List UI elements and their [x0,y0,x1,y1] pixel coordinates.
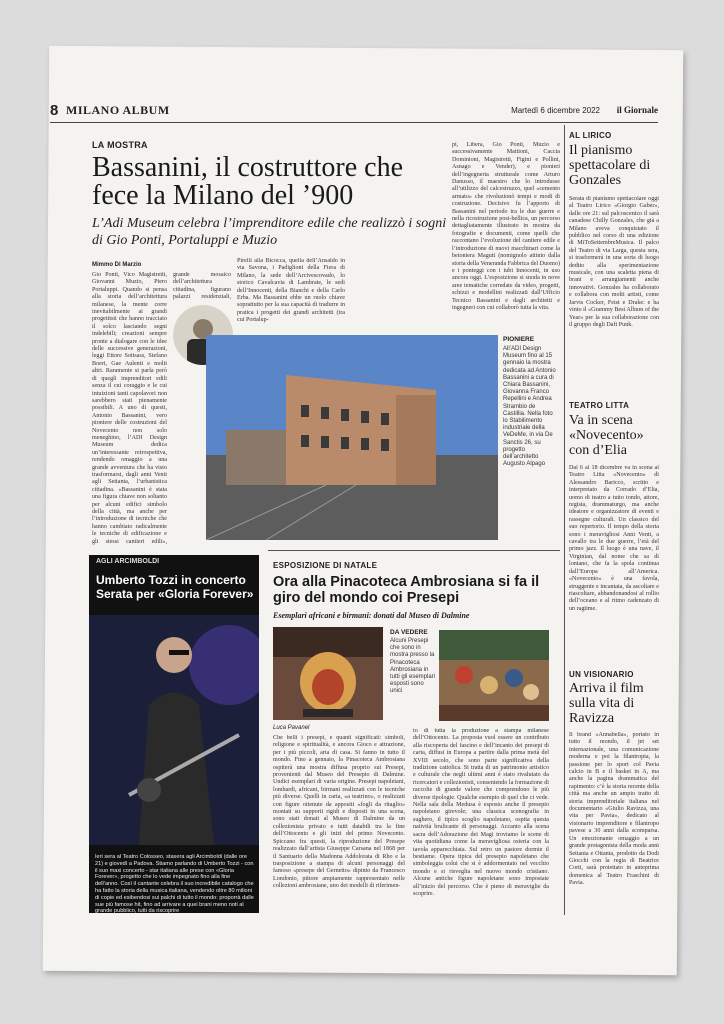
presepe-image-2 [439,630,549,721]
presepi-title: Ora alla Pinacoteca Ambrosiana si fa il giro del mondo coi Presepi [273,574,540,606]
masthead: il Giornale [616,105,658,115]
building-photo [206,335,498,540]
tozzi-title: Umberto Tozzi in concerto Serata per «Gloria Forever» [96,573,254,601]
tozzi-text: Ieri sera al Teatro Colosseo, stasera agli Arcimboldi (dalle ore 21) e giovedì a Padova. Stiamo parlando di Umberto Tozzi - con il suo maxi concerto - star italiana alle prese con «Gloria Forever», progetto che lo vede impegnato fino alla fine dell’anno. Così il cantante celebra il suo incredibile catalogo che ha fatto la storia della musica italiana, vendendo oltre 80 milioni di copie ed esibendosi sui palchi di tutto il mondo: proporrà dalle sue più famose hit, fino ad arrivare a quei brani meno noti al grande pubblico, tutti da riscoprire [95,854,254,915]
tozzi-kicker: AGLI ARCIMBOLDI [96,558,160,565]
presepi-subtitle: Esemplari africani e birmani: donati dal Museo di Dalmine [273,611,470,620]
sidebar2-text: Dal 6 al 18 dicembre va in scena al Teatro Litta «Novecento» di Alessandro Baricco, scritto e interpretato da Corrado d’Elia, uomo di teatro a tutto tondo, attore, regista, drammaturgo, ma anche ideatore e organizzatore di eventi e rassegne culturali. Un classico del suo repertorio. Il tempo della storia sono i meravigliosi Anni Venti, a cavallo tra le due guerre, l’età del primo jazz. Il luogo è una nave, il Virginian, dal nome che sa di lontano, che fa la spola continua dall’Europa all’America. «Novecento» è una favola, struggente e incantata, da ascoltare e riascoltare, abbandonandosi al rollio dell’oceano e al ritmo cadenzato di un ragtime. [569,465,659,612]
section-name: MILANO ALBUM [66,103,170,117]
main-column-1: Gio Ponti, Vico Magistretti, Giovanni Muzio, Piero Portaluppi. Quando si pensa alla storia dell’architettura milanese, la mente corre inevitabilmente ai grandi progettisti che hanno tracciato il solco lasciando segni indelebili; creazioni sempre pronte a dialogare con le idee delle successive generazioni, leggi Ettore Sottsass, Stefano Boeri, Gae Aulenti e molti altri. Raramente si parla però di quegli imprenditori edili senza il cui coraggio e le cui intuizioni tanti capolavori non sarebbero stati pienamente possibili. A uno di questi, Antonio Bassanini, vero pioniere delle costruzioni del Novecento non solo meneghino, l’ADI Design Museum dedica un’interessante retrospettiva, rendendo omaggio a una grande avventura che ha visto trasformarsi, dagli anni Venti agli Settanta, l’urbanistica cittadina. «Bassanini è stata una figura chiave non soltanto per alcuni edifici simbolo della città, ma anche per l’introduzione di tecniche che hanno cambiato radicalmente le tecniche di edificazione e gli stessi cantieri edili», [92,272,167,545]
sidebar3-title: Arriva il film sulla vita di Ravizza [569,681,644,726]
sidebar1-title: Il pianismo spettacolare di Gonzales [569,143,651,188]
presepe-image-1 [273,627,383,720]
main-byline: Mimmo Di Marzio [92,262,142,268]
main-kicker: LA MOSTRA [92,140,148,150]
presepe-photo-2 [439,630,549,721]
presepi-caption-title: DA VEDERE [390,629,428,636]
issue-date: Martedì 6 dicembre 2022 [511,106,600,115]
building-caption-title: PIONIERE [503,336,535,343]
building-caption: All’ADI Design Museum fino al 15 gennaio la mostra dedicata ad Antonio Bassanini a cura di Chiara Bassanini, Giovanna Franco Repellini e Andrea Strambio de Castillia. Nella foto lo Stabilimento industriale della VeDeMe, in via De Sanctis 26, su progetto dell’architetto Augusto Alpago [503,346,556,468]
page-header [50,100,658,123]
sidebar1-kicker: AL LIRICO [569,131,612,140]
section-divider [268,550,560,551]
sidebar3-text: Il brand «Annabella», portato in tutto il mondo, il jet set internazionale, una comunicazione moderna e poi la filantropia, la passione per lo sport col Pavia calcio in B e il basket in A, ma anche la pagina drammatica del rapimento: c’è la storia recente della città ma anche un ampio tratto di storia imprenditoriale italiana nel documentario «Giulio Ravizza, una vita per Pavia», dedicato al visionario imprenditore e filantropo pavese a 30 anni dalla scomparsa. Un emozionante omaggio a un grande protagonista della moda anni Settanta e Ottanta, prodotto da Dodi Giocchi con la regia di Beatrice Corti, sarà proiettato in anteprima domenica al Teatro Fraschini di Pavia. [569,732,659,887]
presepi-column-2: to di tutta la produzione a stampa milanese dell’Ottocento. La proposta vuol essere un contributo alla riscoperta del fascino e dell’incanto dei presepi di carta, diffusi in Europa a partire dalla prima metà del XVIII secolo, che sono parte significativa della tradizione cattolica. Si tratta di un patrimonio artistico e culturale che negli ultimi anni è stato rivalutato da ricercatori e collezionisti, consentendo la formazione di raccolte di grande valore che comprendono le più diverse tipologie. Qualche esempio di quel che ci vede. Nella sala della Medusa è esposto anche il presepio napoletano girevole; una classica scenografia in sughero, il tipico scoglio napoletano, ospita questa natività brulicante di personaggi. Accanto alla scena sacra dell’Adorazione dei Magi troviamo le scene di vita quotidiana come la meravigliosa osteria con la tavola apparecchiata. Sul retro un pastore dormie il bestiame. Opera tipica del presepio napoletano che simboleggia colui che si è addormentato nel vecchio mondo e si risveglia nel nuovo mondo cristiano. Alcune antiche figure napoletane sono impostate all’inizio del percorso. Che è pieno di meraviglie da scoprire. [413,728,549,897]
page-number: 8 [50,102,59,119]
presepi-column-1: Che belli i presepi, e quanti significati: simboli, religione e spiritualità, e ancora Gioco e attrazione, per i più piccoli, aria di casa. Si fanno in tutto il mondo. Fino a gennaio, la Pinacoteca Ambrosiana ospiterà una mostra diffusa proprio sui Presepi, provenienti dal Museo del Presepio di Dalmine. Undici esemplari di varia origine. Presepi napoletani, lombardi, africani, birmani realizzati con le tecniche più diverse. Quelli in carta, «a teatrino», o realizzati con figure ottenute da appositi «fogli da ritaglio» montati su supporti rigidi e disposti in una scena, sono stati donati al Museo di Dalmine da un collezionista privato e tutti databili tra la fine dell’Ottocento e gli inizi del primo Novecento. Spiccano fra questi, la riproduzione del Presepe realizzato dall’artista Giuseppe Carsana nel 1868 per il Santuario della Madonna Addolorata di Rho e la trasposizione a stampa di alcuni personaggi del famoso «presepe del Gernetto» dipinto da Francesco Londonio, pittore ampiamente rappresentato nelle collezioni ambrosiane, uno dei modelli di riferimen- [273,735,405,890]
sidebar1-text: Serata di pianismo spettacolare oggi al Teatro Lirico «Giorgio Gaber», dalle ore 21: sul palcoscenico il sarà canadese Chilly Gonzales, che già a Milano aveva conquistato il pubblico nel corso di una edizione di MiToSettembreMusica. Il palco del Teatro di via Larga, questa sera, si trasformerà in una sorta di luogo dedito alla sperimentazione musicale, con una scaletta piena di brani e arrangiamenti anche innovativi. Gonzales ha collaborato e collabora con molti artisti, come Jarvis Cocker, Feist e Drake: e ha vinto il «Grammy Best Album of the Year» per la sua collaborazione con il gruppo degli Daft Punk. [569,196,659,328]
building-image [206,335,498,540]
main-subtitle: L’Adi Museum celebra l’imprenditore edile che realizzò i sogni di Gio Ponti, Portaluppi e Muzio [92,216,447,248]
sidebar2-kicker: TEATRO LITTA [569,401,630,410]
presepi-caption: Alcuni Presepi che sono in mostra presso la Pinacoteca Ambrosiana in tutti gli esemplari esposti sono unici [390,638,436,695]
presepi-byline: Luca Pavanel [273,725,310,731]
presepi-kicker: ESPOSIZIONE DI NATALE [273,561,378,570]
sidebar2-title: Va in scena «Novecento» con d’Elia [569,413,644,458]
main-column-4: pi, Libera, Gio Ponti, Muzio e successivamente Mattioni, Caccia Dominioni, Magistretti, Figini e Pollini, Asnago e Vender), e pionieri dell’ingegneria strutturale come Arturo Danusso, il maestro che lo introdusse all’utilizzo del calcestruzzo, quel «cemento armato» che rivoluzionò tempi e modi di costruzione. Decisivo fu l’apporto di Bassanini nel periodo tra le due guerre e nella ricostruzione post-bellica, un percorso dettagliatamente illustrato in mostra da fotografie e documenti, come quelli che raccontano l’evoluzione del cantiere edile e l’introduzione di nuovi macchinari come la betoniera Magutt (nomignolo attinto dalla storia della Veneranda Fabbrica del Duomo) e i ponteggi con i tubi Innocenti, in uso ancora oggi. L’esposizione si snoda in nove aree tematiche corredate da video, progetti, schizzi e modellini realizzati dall’Ufficio Tecnico Bassanini e dagli architetti e ingegneri con cui collaborò tutta la vita. [452,142,560,311]
main-column-2a: grande mosaico dell’architettura cittadina, figurano palazzi residenziali, [173,272,231,301]
presepe-photo-1 [273,627,383,720]
column-divider [564,125,565,915]
main-column-3: Pirelli alla Bicocca, quella dell’Ansaldo in via Savona, i Padiglioni della Fiera di Milano, la sede dell’Arcivescovado, lo storico Cavalcavia di Lambrate, le sedi dell’Innocenti, della Bianchi e della Carlo Erba. Ma Bassanini ebbe un ruolo chiave soprattutto per la sua capacità di tradurre in pratica i progetti dei grandi architetti (tra cui Portalup- [237,258,345,324]
main-title: Bassanini, il costruttore che fece la Milano del ’900 [92,152,404,211]
sidebar3-kicker: UN VISIONARIO [569,670,634,679]
